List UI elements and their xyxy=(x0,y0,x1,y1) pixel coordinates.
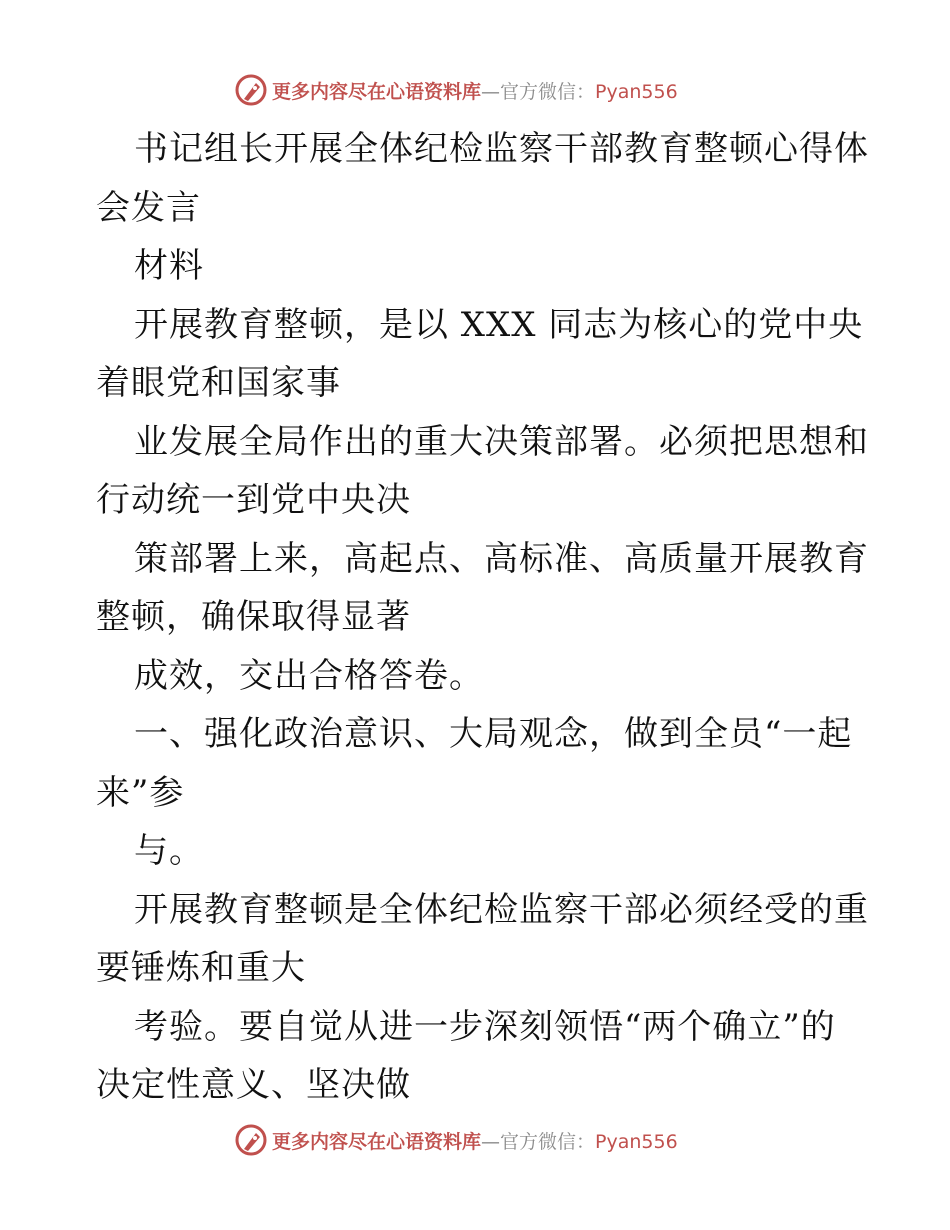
header-separator: — xyxy=(481,80,501,103)
document-line: 书记组长开展全体纪检监察干部教育整顿心得体 xyxy=(134,129,869,169)
footer-wechat-id: Pyan556 xyxy=(595,1130,678,1153)
footer-brand-text: 更多内容尽在心语资料库 xyxy=(272,1130,482,1153)
footer-separator: — xyxy=(481,1130,501,1153)
document-line: 材料 xyxy=(134,246,204,286)
footer-banner xyxy=(234,1122,734,1158)
document-line: 业发展全局作出的重大决策部署。必须把思想和 xyxy=(134,421,869,462)
document-line: 成效，交出合格答卷。 xyxy=(134,655,484,696)
document-line: 着眼党和国家事 xyxy=(96,363,341,403)
document-line: 与。 xyxy=(134,831,204,871)
document-line: 一、强化政治意识、大局观念，做到全员“一起 xyxy=(134,714,853,754)
document-line: 考验。要自觉从进一步深刻领悟“两个确立”的 xyxy=(134,1006,836,1047)
document-line: 会发言 xyxy=(96,187,201,228)
document-line: 整顿，确保取得显著 xyxy=(96,597,411,637)
document-line: 行动统一到党中央决 xyxy=(96,480,411,520)
document-body xyxy=(96,120,869,1115)
header-brand-text: 更多内容尽在心语资料库 xyxy=(272,80,482,103)
header-banner-text xyxy=(272,77,678,104)
document-line: 决定性意义、坚决做 xyxy=(96,1065,411,1105)
document-line: 开展教育整顿，是以 XXX 同志为核心的党中央 xyxy=(134,304,864,345)
document-line: 策部署上来，高起点、高标准、高质量开展教育 xyxy=(134,538,869,579)
header-wechat-id: Pyan556 xyxy=(595,80,678,103)
document-line: 来”参 xyxy=(96,772,185,813)
document-line: 要锤炼和重大 xyxy=(96,948,306,988)
footer-banner-text xyxy=(272,1127,678,1154)
header-wechat-label: 官方微信： xyxy=(500,80,596,103)
pen-nib-logo-icon xyxy=(234,1123,268,1157)
document-line: 开展教育整顿是全体纪检监察干部必须经受的重 xyxy=(134,889,869,930)
header-banner xyxy=(234,72,734,108)
pen-nib-logo-icon xyxy=(234,73,268,107)
footer-wechat-label: 官方微信： xyxy=(500,1130,596,1153)
